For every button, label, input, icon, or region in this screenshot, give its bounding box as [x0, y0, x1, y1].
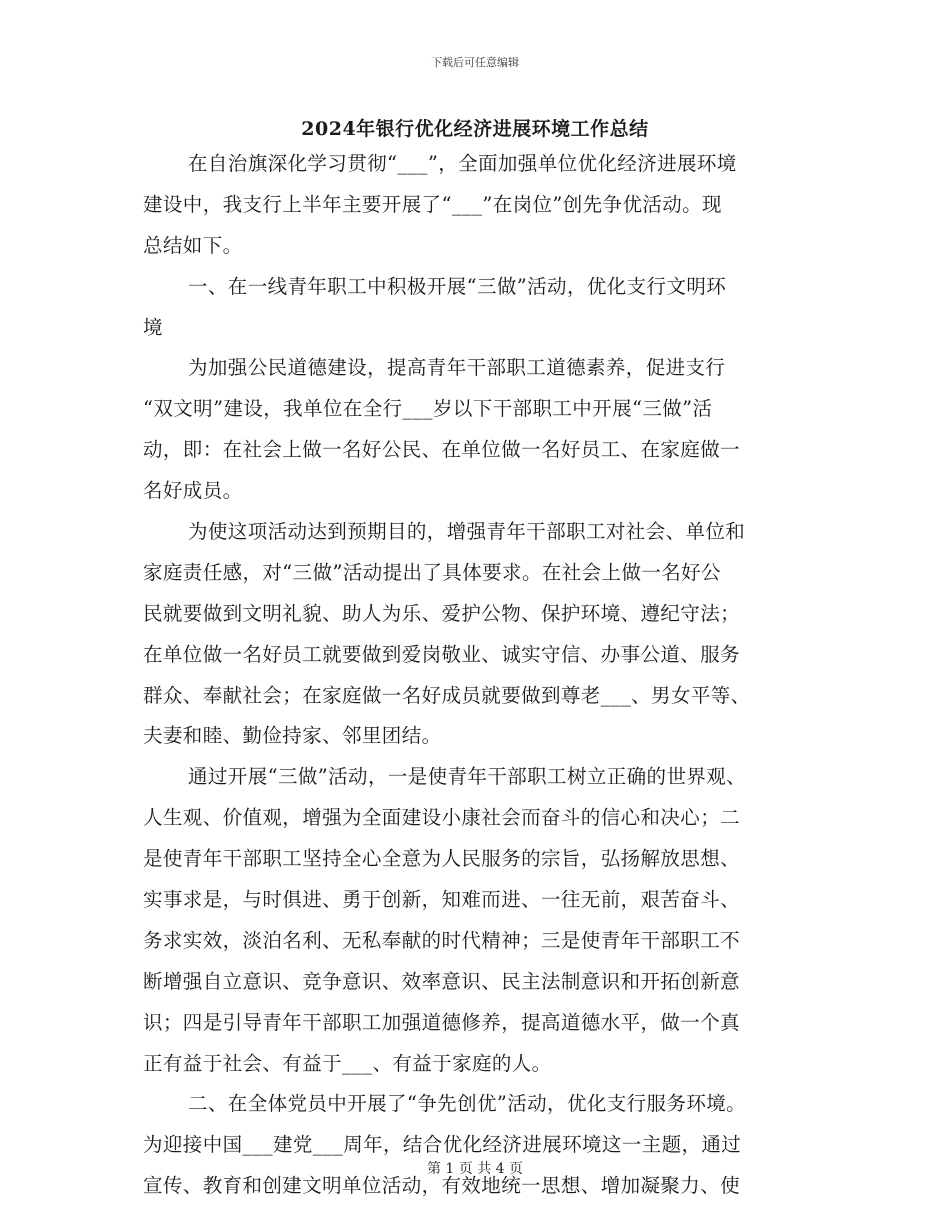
- body-line: 在自治旗深化学习贯彻“___”，全面加强单位优化经济进展环境: [188, 152, 737, 175]
- body-line: 正有益于社会、有益于___、有益于家庭的人。: [143, 1051, 552, 1075]
- body-line: 人生观、价值观，增强为全面建设小康社会而奋斗的信心和决心；二: [143, 806, 741, 830]
- section-heading-1: 一、在一线青年职工中积极开展“三做”活动，优化支行文明环: [188, 274, 727, 298]
- body-line: 是使青年干部职工坚持全心全意为人民服务的宗旨，弘扬解放思想、: [143, 847, 741, 871]
- document-body: [143, 144, 803, 1207]
- body-line: 家庭责任感，对“三做”活动提出了具体要求。在社会上做一名好公: [143, 560, 721, 584]
- section-heading-2: 二、在全体党员中开展了“争先创优”活动，优化支行服务环境。: [188, 1092, 747, 1116]
- body-line: 在单位做一名好员工就要做到爱岗敬业、诚实守信、办事公道、服务: [143, 642, 741, 666]
- body-line: 为迎接中国___建党___周年，结合优化经济进展环境这一主题，通过: [143, 1133, 742, 1157]
- body-line: 民就要做到文明礼貌、助人为乐、爱护公物、保护环境、遵纪守法；: [143, 601, 741, 625]
- body-line: 断增强自立意识、竞争意识、效率意识、民主法制意识和开拓创新意: [143, 969, 741, 993]
- body-line: 识；四是引导青年干部职工加强道德修养，提高道德水平，做一个真: [143, 1010, 741, 1034]
- body-line: 总结如下。: [143, 233, 243, 257]
- body-line: 务求实效，淡泊名利、无私奉献的时代精神；三是使青年干部职工不: [143, 928, 741, 952]
- body-line: 名好成员。: [143, 479, 243, 503]
- section-heading-1-cont: 境: [143, 315, 163, 339]
- body-line: 群众、奉献社会；在家庭做一名好成员就要做到尊老___、男女平等、: [143, 683, 751, 707]
- document-title: 2024年银行优化经济进展环境工作总结: [301, 118, 649, 140]
- body-line: 夫妻和睦、勤俭持家、邻里团结。: [143, 724, 442, 748]
- body-line: “双文明”建设，我单位在全行___岁以下干部职工中开展“三做”活: [143, 397, 713, 421]
- body-line: 实事求是，与时俱进、勇于创新，知难而进、一往无前，艰苦奋斗、: [143, 888, 741, 912]
- header-note: 下载后可任意编辑: [431, 56, 519, 69]
- body-line: 为加强公民道德建设，提高青年干部职工道德素养，促进支行: [188, 356, 726, 380]
- body-line: 建设中，我支行上半年主要开展了“___”在岗位”创先争优活动。现: [143, 192, 722, 216]
- body-line: 通过开展“三做”活动，一是使青年干部职工树立正确的世界观、: [188, 765, 747, 789]
- body-line: 为使这项活动达到预期目的，增强青年干部职工对社会、单位和: [188, 520, 746, 544]
- page-number: 第 1 页 共 4 页: [426, 1161, 524, 1177]
- body-line: 宣传、教育和创建文明单位活动，有效地统一思想、增加凝聚力、使: [143, 1174, 741, 1198]
- body-line: 动，即：在社会上做一名好公民、在单位做一名好员工、在家庭做一: [143, 438, 741, 462]
